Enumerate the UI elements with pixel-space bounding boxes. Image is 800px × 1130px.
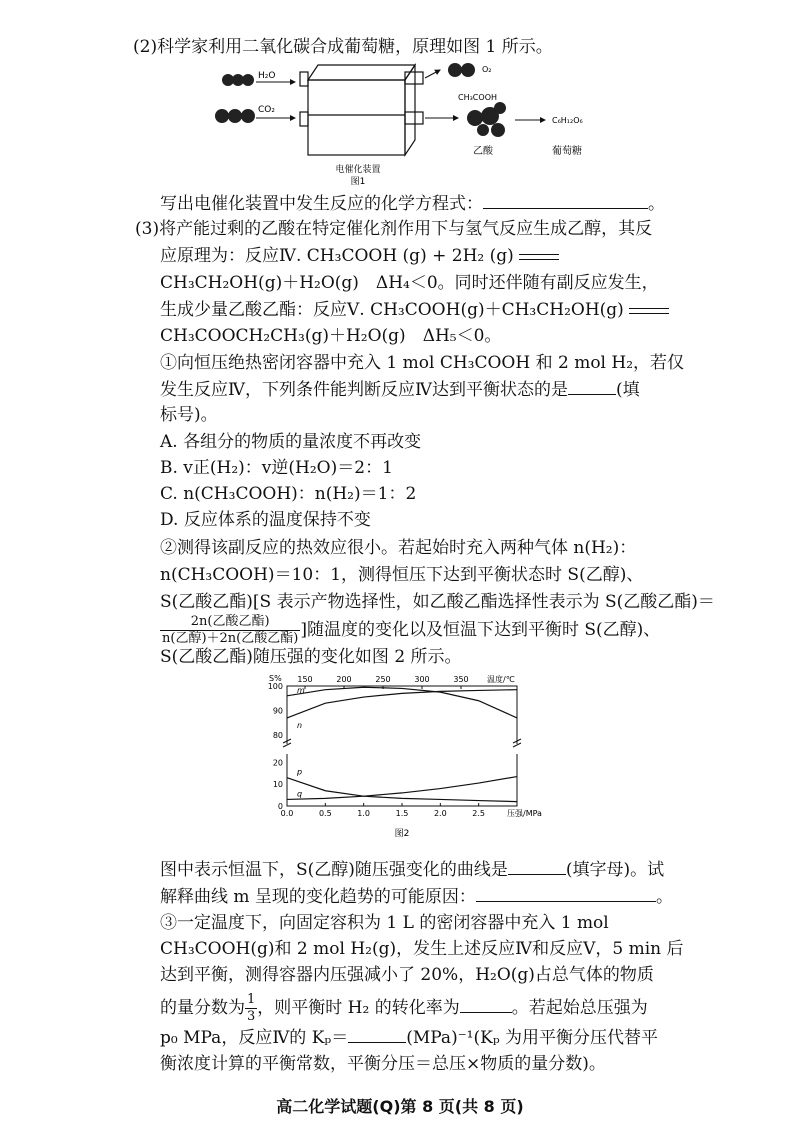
- glucose-label: C₆H₁₂O₆: [552, 116, 583, 125]
- q3-line-2: 应原理为：反应Ⅳ. CH₃COOH (g) + 2H₂ (g): [160, 245, 559, 267]
- o2-label: O₂: [482, 65, 492, 74]
- part2-line-4: $\frac{\text{2n(乙酸乙酯)}}{\text{n(乙醇)＋2n(乙酸乙酯)}}$ ]随温度的变化以及恒温下达到平衡时 S(乙醇)、: [162, 614, 661, 646]
- y-tick-label: 20: [272, 758, 283, 768]
- answer-blank-reason[interactable]: [476, 885, 656, 902]
- x-top-tick-label: 150: [297, 675, 313, 684]
- x-tick-label: 2.5: [472, 809, 486, 818]
- x-top-tick-label: 200: [336, 675, 352, 684]
- acetic-acid-molecule-icon: [467, 102, 506, 137]
- q3-line-1: (3)将产能过剩的乙酸在特定催化剂作用下与氢气反应生成乙醇，其反: [135, 219, 653, 239]
- part2-question-1: 图中表示恒温下，S(乙醇)随压强变化的曲线是 (填字母)。试: [160, 860, 665, 880]
- part2-line-5: S(乙酸乙酯)随压强的变化如图 2 所示。: [160, 647, 462, 667]
- page-footer: 高二化学试题(Q)第 8 页(共 8 页): [276, 1097, 524, 1116]
- x-top-axis-label: 温度/℃: [487, 675, 515, 684]
- series-label-q: q: [297, 789, 303, 799]
- axis-break-gap: [281, 744, 523, 754]
- device-label: 电催化装置: [335, 165, 381, 175]
- glucose-name-label: 葡萄糖: [552, 146, 582, 157]
- part3-line-1: ③一定温度下，向固定容积为 1 L 的密闭容器中充入 1 mol: [160, 913, 609, 933]
- equilibrium-arrow-icon: [519, 252, 559, 262]
- x-tick-label: 1.0: [357, 809, 371, 818]
- figure-1-caption: 图1: [350, 177, 366, 187]
- q3-line-5: CH₃COOCH₂CH₃(g)＋H₂O(g) ΔH₅＜0。: [160, 326, 502, 346]
- x-top-tick-label: 250: [375, 675, 391, 684]
- answer-blank-q2[interactable]: [483, 192, 648, 209]
- q2-stem: (2)科学家利用二氧化碳合成葡萄糖，原理如图 1 所示。: [133, 37, 553, 57]
- y-tick-label: 10: [272, 780, 283, 790]
- option-d: D. 反应体系的温度保持不变: [160, 510, 371, 530]
- x-tick-label: 1.5: [395, 809, 409, 818]
- part2-line-3: S(乙酸乙酯)[S 表示产物选择性，如乙酸乙酯选择性表示为 S(乙酸乙酯)＝: [160, 592, 715, 612]
- part2-line-2: n(CH₃COOH)＝10：1，测得恒压下达到平衡状态时 S(乙醇)、: [160, 565, 644, 585]
- x-tick-label: 0.0: [280, 809, 294, 818]
- x-top-tick-label: 350: [453, 675, 469, 684]
- q2-ask: 写出电催化装置中发生反应的化学方程式： 。: [160, 194, 665, 214]
- series-label-m: m: [297, 685, 305, 695]
- part3-line-5: p₀ MPa，反应Ⅳ的 Kₚ＝ (MPa)⁻¹(Kₚ 为用平衡分压代替平: [160, 1028, 659, 1048]
- x-top-tick-label: 300: [414, 675, 430, 684]
- series-label-p: p: [297, 767, 303, 777]
- figure-2-chart: [255, 668, 545, 848]
- series-line-q: [287, 777, 517, 800]
- series-line-n: [287, 690, 517, 718]
- part3-line-2: CH₃COOH(g)和 2 mol H₂(g)，发生上述反应Ⅳ和反应Ⅴ，5 min 后: [160, 939, 684, 959]
- y-tick-label: 0: [277, 802, 283, 811]
- figure-1: [200, 60, 620, 190]
- answer-blank-kp[interactable]: [348, 1026, 406, 1043]
- answer-blank-conversion[interactable]: [460, 996, 512, 1013]
- answer-blank-curve[interactable]: [508, 858, 566, 875]
- ch3cooh-label: CH₃COOH: [458, 93, 498, 102]
- q3-line-3: CH₃CH₂OH(g)＋H₂O(g) ΔH₄＜0。同时还伴随有副反应发生，: [160, 273, 659, 293]
- q3-line-4: 生成少量乙酸乙酯：反应Ⅴ. CH₃COOH(g)＋CH₃CH₂OH(g): [160, 299, 669, 321]
- part3-line-6: 衡浓度计算的平衡常数，平衡分压＝总压×物质的量分数)。: [160, 1054, 606, 1074]
- co2-molecule-icon: [215, 109, 255, 123]
- co2-label: CO₂: [258, 105, 275, 115]
- mole-fraction: $\frac{1}{3}$: [247, 992, 256, 1024]
- y-tick-label: 100: [267, 682, 283, 691]
- selectivity-fraction: $\frac{\text{2n(乙酸乙酯)}}{\text{n(乙醇)＋2n(乙酸乙酯)}}$: [162, 614, 299, 646]
- option-b: B. v正(H₂)：v逆(H₂O)＝2：1: [160, 458, 393, 478]
- part2-line-1: ②测得该副反应的热效应很小。若起始时充入两种气体 n(H₂)：: [160, 538, 637, 558]
- y-axis-label: S%: [269, 674, 282, 683]
- y-tick-label: 80: [272, 731, 283, 741]
- part1-line-2: 发生反应Ⅳ，下列条件能判断反应Ⅳ达到平衡状态的是 (填: [160, 380, 640, 400]
- part3-line-4: 的量分数为 $\frac{1}{3}$ ，则平衡时 H₂ 的转化率为 。若起始总压强为: [160, 992, 648, 1024]
- water-molecule-icon: [222, 74, 254, 86]
- x-tick-label: 0.5: [318, 809, 332, 818]
- h2o-label: H₂O: [258, 71, 276, 81]
- part1-line-3: 标号)。: [160, 405, 218, 425]
- part3-line-3: 达到平衡，测得容器内压强减小了 20%，H₂O(g)占总气体的物质: [160, 965, 654, 985]
- o2-molecule-icon: [448, 63, 475, 77]
- part1-line-1: ①向恒压绝热密闭容器中充入 1 mol CH₃COOH 和 2 mol H₂，若仅: [160, 353, 685, 373]
- electrocatalysis-device: [300, 65, 423, 155]
- option-c: C. n(CH₃COOH)：n(H₂)＝1：2: [160, 484, 417, 504]
- y-tick-label: 90: [272, 706, 283, 716]
- x-axis-label: 压强/MPa: [507, 809, 542, 818]
- part2-question-2: 解释曲线 m 呈现的变化趋势的可能原因： 。: [160, 887, 673, 907]
- series-label-n: n: [297, 720, 303, 730]
- x-tick-label: 2.0: [433, 809, 447, 818]
- series-line-m: [287, 687, 517, 718]
- figure-2-caption: 图2: [394, 829, 410, 839]
- equilibrium-arrow-icon: [629, 306, 669, 316]
- answer-blank-part1[interactable]: [568, 378, 616, 395]
- option-a: A. 各组分的物质的量浓度不再改变: [160, 432, 422, 452]
- acid-name-label: 乙酸: [473, 146, 493, 157]
